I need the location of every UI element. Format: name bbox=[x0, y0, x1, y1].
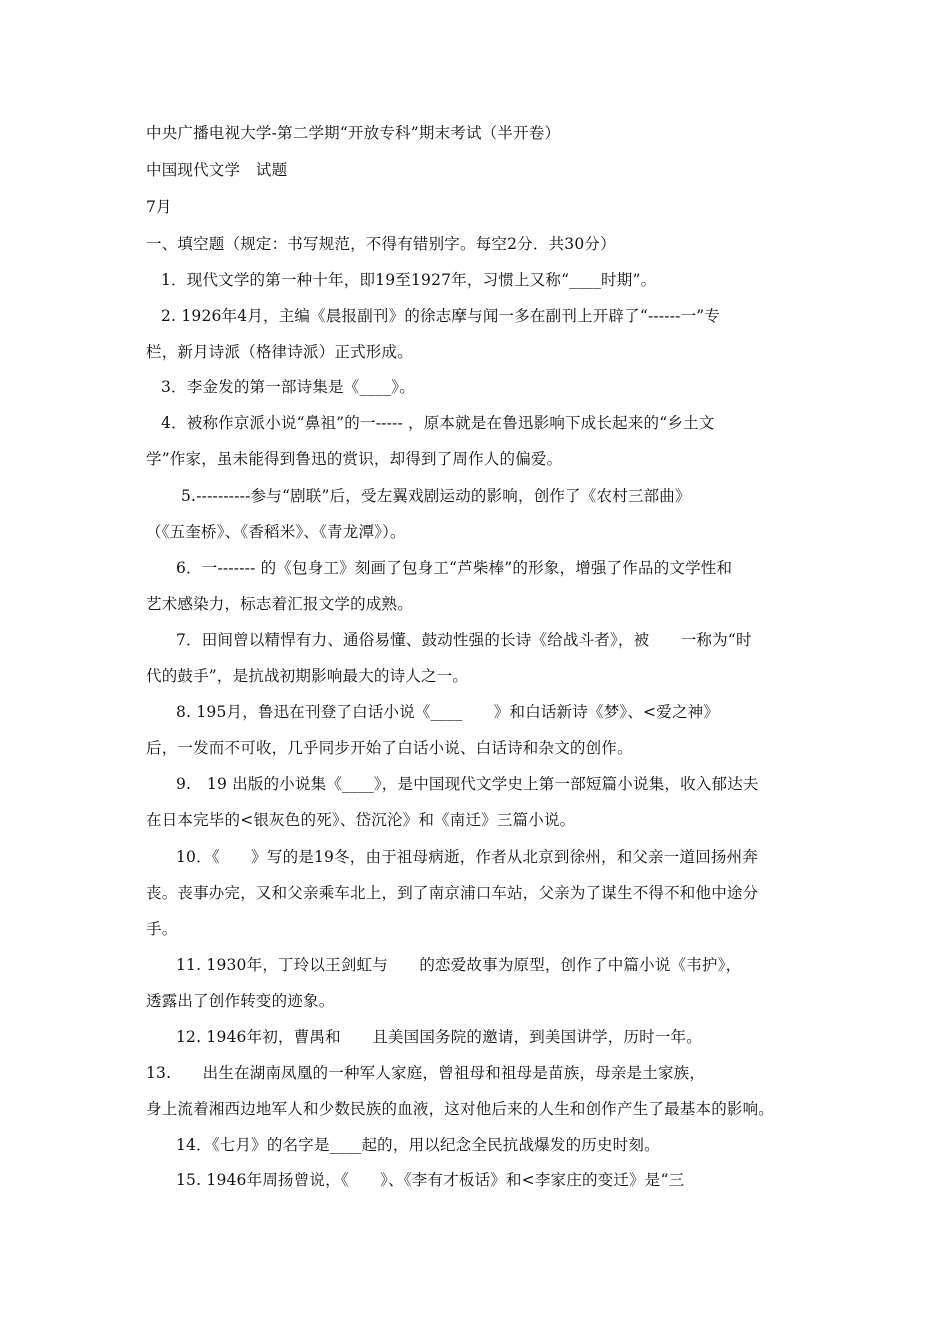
question-4: 4．被称作京派小说“鼻祖”的一----- ，原本就是在鲁迅影响下成长起来的“乡土文 bbox=[161, 414, 715, 432]
subject-title: 中国现代文学 试题 bbox=[146, 161, 288, 179]
question-5: 5.----------参与“剧联”后，受左翼戏剧运动的影响，创作了《农村三部曲》 bbox=[181, 487, 691, 505]
section-heading: 一、填空题（规定：书写规范，不得有错别字。每空2分．共30分） bbox=[146, 235, 616, 253]
question-13-cont: 身上流着湘西边地军人和少数民族的血液，这对他后来的人生和创作产生了最基本的影响。 bbox=[146, 1100, 775, 1118]
question-7: 7．田间曾以精悍有力、通俗易懂、鼓动性强的长诗《给战斗者》，被 一称为“时 bbox=[176, 631, 752, 649]
question-8: 8. 195月，鲁迅在刊登了白话小说《____ 》和白话新诗《梦》、<爱之神》 bbox=[176, 703, 720, 721]
question-12: 12. 1946年初，曹禺和 且美国国务院的邀请，到美国讲学，历时一年。 bbox=[176, 1028, 702, 1046]
question-10-cont: 丧。丧事办完，又和父亲乘车北上，到了南京浦口车站，父亲为了谋生不得不和他中途分 bbox=[146, 884, 759, 902]
question-1: 1．现代文学的第一种十年，即19至1927年，习惯上又称“____时期”。 bbox=[161, 271, 657, 289]
question-2-cont: 栏，新月诗派（格律诗派）正式形成。 bbox=[146, 343, 413, 361]
question-4-cont: 学”作家，虽未能得到鲁迅的赏识，却得到了周作人的偏爱。 bbox=[146, 450, 563, 468]
question-9: 9. 19 出版的小说集《____》，是中国现代文学史上第一部短篇小说集，收入郁达夫 bbox=[176, 775, 759, 793]
question-6: 6．一------- 的《包身工》刻画了包身工“芦柴棒”的形象，增强了作品的文学性和 bbox=[176, 559, 733, 577]
question-6-cont: 艺术感染力，标志着汇报文学的成熟。 bbox=[146, 595, 413, 613]
question-9-cont: 在日本完毕的<银灰色的死》、岱沉沦》和《南迁》三篇小说。 bbox=[146, 811, 576, 829]
question-2: 2. 1926年4月，主编《晨报副刊》的徐志摩与闻一多在副刊上开辟了“------一”专 bbox=[161, 307, 721, 325]
question-14: 14．《七月》的名字是____起的，用以纪念全民抗战爆发的历史时刻。 bbox=[176, 1136, 660, 1154]
exam-title: 中央广播电视大学-第二学期“开放专科”期末考试（半开卷） bbox=[146, 124, 561, 142]
question-13: 13. 出生在湖南凤凰的一种军人家庭，曾祖母和祖母是苗族，母亲是土家族， bbox=[146, 1064, 706, 1082]
question-10: 10．《 》写的是19冬，由于祖母病逝，作者从北京到徐州，和父亲一道回扬州奔 bbox=[176, 848, 758, 866]
question-5-cont: （《五奎桥》、《香稻米》、《青龙潭》）。 bbox=[146, 523, 406, 541]
question-7-cont: 代的鼓手”，是抗战初期影响最大的诗人之一。 bbox=[146, 667, 469, 685]
question-11-cont: 透露出了创作转变的迹象。 bbox=[146, 992, 335, 1010]
exam-date: 7月 bbox=[146, 198, 172, 216]
question-15: 15. 1946年周扬曾说，《 》、《李有才板话》和<李家庄的变迁》是“三 bbox=[176, 1171, 685, 1189]
question-10-end: 手。 bbox=[146, 920, 178, 938]
question-3: 3．李金发的第一部诗集是《____》。 bbox=[161, 378, 415, 396]
question-8-cont: 后，一发而不可收，几乎同步开始了白话小说、白话诗和杂文的创作。 bbox=[146, 739, 633, 757]
question-11: 11. 1930年，丁玲以王剑虹与 的恋爱故事为原型，创作了中篇小说《韦护》， bbox=[176, 956, 742, 974]
